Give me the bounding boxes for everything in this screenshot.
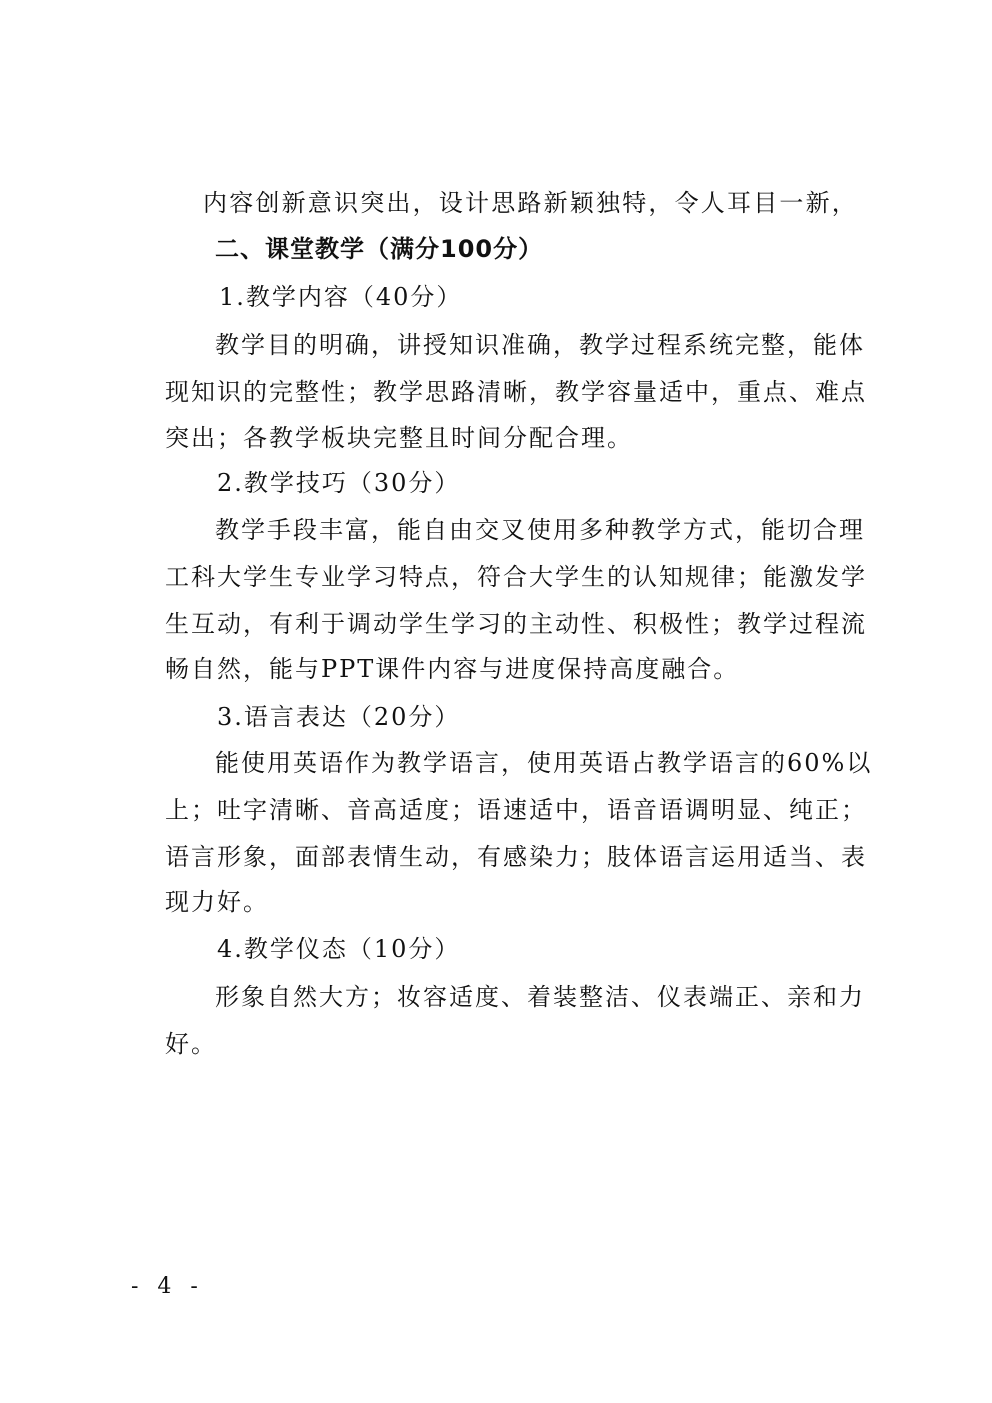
paragraph-line: 形象自然大方；妆容适度、着装整洁、仪表端正、亲和力: [215, 983, 865, 1011]
section-heading: 二、课堂教学（满分100分）: [215, 235, 544, 263]
item-heading-teaching-manner: 4.教学仪态（10分）: [217, 935, 461, 963]
paragraph-line: 工科大学生专业学习特点，符合大学生的认知规律；能激发学: [165, 563, 867, 591]
paragraph-line: 现力好。: [165, 888, 269, 916]
paragraph-line: 现知识的完整性；教学思路清晰，教学容量适中，重点、难点: [165, 378, 867, 406]
paragraph-line: 教学手段丰富，能自由交叉使用多种教学方式，能切合理: [215, 516, 865, 544]
paragraph-line: 上；吐字清晰、音高适度；语速适中，语音语调明显、纯正；: [165, 796, 867, 824]
paragraph-line: 生互动，有利于调动学生学习的主动性、积极性；教学过程流: [165, 610, 867, 638]
item-heading-teaching-skills: 2.教学技巧（30分）: [217, 469, 461, 497]
item-heading-language-expression: 3.语言表达（20分）: [217, 703, 461, 731]
paragraph-line: 畅自然，能与PPT课件内容与进度保持高度融合。: [165, 655, 740, 683]
paragraph-line: 教学目的明确，讲授知识准确，教学过程系统完整，能体: [215, 331, 865, 359]
paragraph-line: 能使用英语作为教学语言，使用英语占教学语言的60%以: [215, 749, 873, 777]
paragraph-line: 好。: [165, 1030, 217, 1058]
paragraph-line: 突出；各教学板块完整且时间分配合理。: [165, 424, 633, 452]
continued-paragraph-line: 内容创新意识突出，设计思路新颖独特，令人耳目一新，: [203, 189, 858, 217]
paragraph-line: 语言形象，面部表情生动，有感染力；肢体语言运用适当、表: [165, 843, 867, 871]
item-heading-teaching-content: 1.教学内容（40分）: [219, 283, 463, 311]
page-number: - 4 -: [131, 1274, 204, 1299]
